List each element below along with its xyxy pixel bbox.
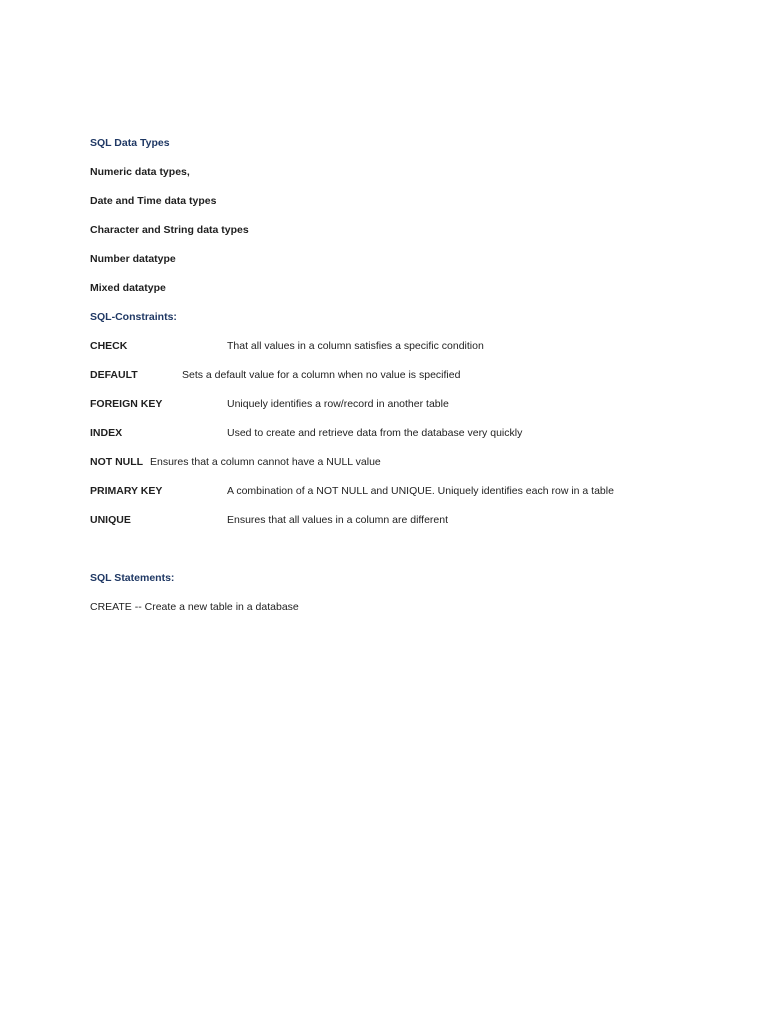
constraint-row <box>90 448 728 477</box>
blank-line <box>90 535 728 564</box>
section-heading-sql-data-types: SQL Data Types <box>90 137 170 149</box>
constraint-definition: A combination of a NOT NULL and UNIQUE. Uniquely identifies each row in a table <box>227 485 614 497</box>
data-type-item: Numeric data types, <box>90 166 190 178</box>
constraint-term: CHECK <box>90 340 128 352</box>
constraint-definition: Ensures that all values in a column are different <box>227 514 449 526</box>
data-type-item: Number datatype <box>90 253 176 265</box>
constraint-row <box>90 332 728 361</box>
section-heading-sql-statements: SQL Statements: <box>90 572 175 584</box>
constraint-term: PRIMARY KEY <box>90 485 163 497</box>
constraint-term: DEFAULT <box>90 369 138 381</box>
data-type-item: Mixed datatype <box>90 282 166 294</box>
data-type-item: Date and Time data types <box>90 195 217 207</box>
constraint-definition: Uniquely identifies a row/record in another table <box>227 398 449 410</box>
constraint-definition: Used to create and retrieve data from the database very quickly <box>227 427 523 439</box>
constraint-definition: That all values in a column satisfies a specific condition <box>227 340 484 352</box>
constraint-row <box>90 506 728 535</box>
constraint-definition: Sets a default value for a column when no value is specified <box>182 369 461 381</box>
constraint-term: UNIQUE <box>90 514 131 526</box>
constraint-row <box>90 361 728 390</box>
constraint-term: INDEX <box>90 427 123 439</box>
constraint-definition: Ensures that a column cannot have a NULL value <box>150 456 381 468</box>
constraint-term: NOT NULL <box>90 456 144 468</box>
constraint-row <box>90 390 728 419</box>
constraint-row <box>90 419 728 448</box>
document-content <box>90 129 728 622</box>
data-type-item: Character and String data types <box>90 224 249 236</box>
constraint-term: FOREIGN KEY <box>90 398 163 410</box>
constraint-row <box>90 477 728 506</box>
section-heading-sql-constraints: SQL-Constraints: <box>90 311 177 323</box>
statement-line: CREATE -- Create a new table in a database <box>90 601 299 613</box>
